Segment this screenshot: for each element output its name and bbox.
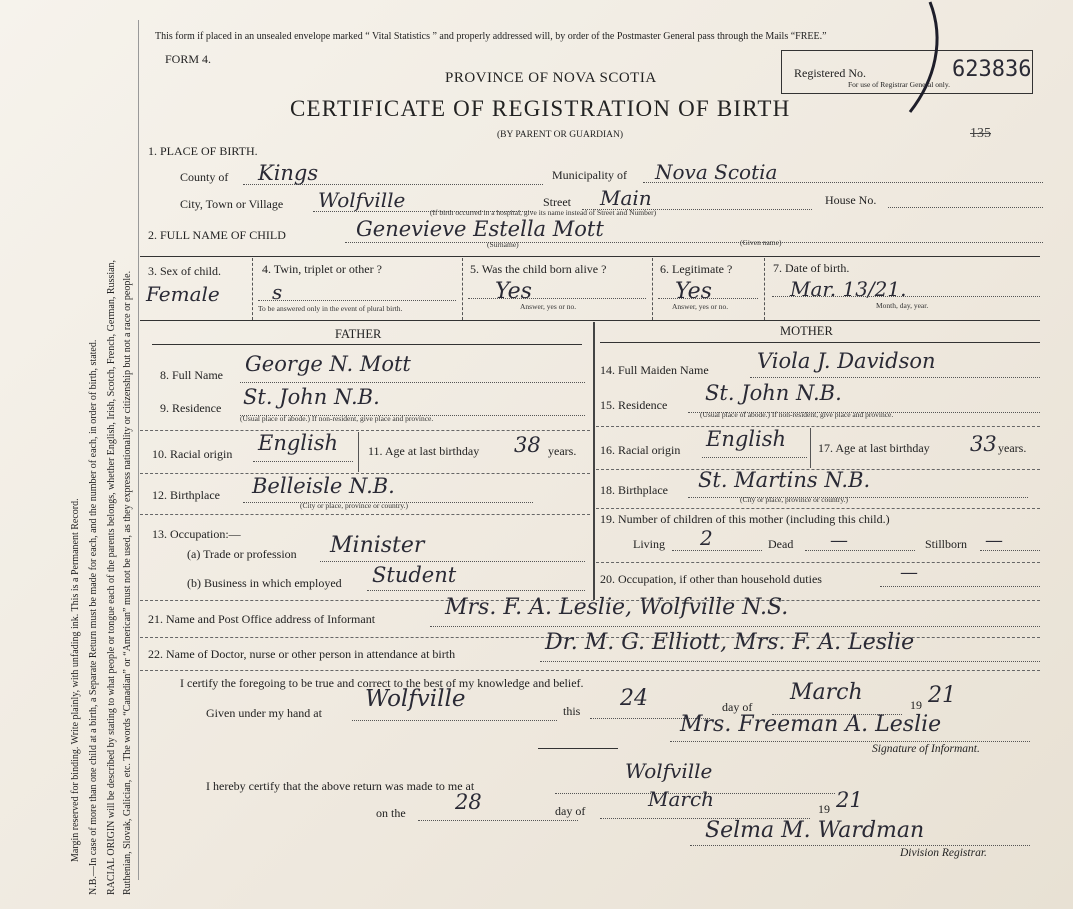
father-occupation-label: 13. Occupation:— xyxy=(152,527,241,541)
registered-no-note: For use of Registrar General only. xyxy=(848,80,950,89)
mother-birthplace-value: St. Martins N.B. xyxy=(698,468,871,492)
mother-children-label: 19. Number of children of this mother (including this child.) xyxy=(600,512,890,526)
mother-name-value: Viola J. Davidson xyxy=(757,349,936,373)
father-business-value: Student xyxy=(372,563,457,587)
doctor-value: Dr. M. G. Elliott, Mrs. F. A. Leslie xyxy=(545,630,915,655)
child-name-value: Genevieve Estella Mott xyxy=(356,217,604,241)
mailing-notice: This form if placed in an unsealed envelope marked “ Vital Statistics ” and properly addressed will, by order of the Postmaster General pass through the Mails “FREE.” xyxy=(155,31,827,42)
mother-age-value: 33 xyxy=(970,432,997,456)
on-the-label: on the xyxy=(376,806,406,820)
mother-occupation-label: 20. Occupation, if other than household duties xyxy=(600,572,822,586)
twin-note: To be answered only in the event of plural birth. xyxy=(258,304,403,313)
county-value: Kings xyxy=(258,161,319,185)
mother-racial-value: English xyxy=(706,427,787,451)
father-name-label: 8. Full Name xyxy=(160,368,223,382)
reg-day-of-label: day of xyxy=(555,804,586,818)
alive-value: Yes xyxy=(495,279,532,304)
father-name-value: George N. Mott xyxy=(245,352,411,376)
this-label: this xyxy=(563,704,581,718)
place-of-birth-heading: 1. PLACE OF BIRTH. xyxy=(148,144,258,158)
father-birthplace-value: Belleisle N.B. xyxy=(252,474,395,498)
father-racial-value: English xyxy=(258,431,339,455)
sex-value: Female xyxy=(146,282,220,306)
given-label: Given under my hand at xyxy=(206,706,322,720)
stillborn-label: Stillborn xyxy=(925,537,968,551)
alive-note: Answer, yes or no. xyxy=(520,302,577,311)
given-place: Wolfville xyxy=(365,686,466,712)
dob-label: 7. Date of birth. xyxy=(773,261,850,275)
mother-age-label: 17. Age at last birthday xyxy=(818,441,930,455)
doctor-label: 22. Name of Doctor, nurse or other person in attendance at birth xyxy=(148,647,456,661)
legit-label: 6. Legitimate ? xyxy=(660,262,733,276)
street-label: Street xyxy=(543,195,571,209)
mother-age-unit: years. xyxy=(998,441,1027,455)
cert-day-of-label: day of xyxy=(722,700,753,714)
mother-residence-label: 15. Residence xyxy=(600,398,668,412)
margin-note-3: RACIAL ORIGIN will be described by stating to what people or tongue each of the parents belongs, whether English, Irish, Scotch, French, German, Russian, xyxy=(106,259,117,895)
registrar-place: Wolfville xyxy=(625,759,713,783)
reg-year-value: 21 xyxy=(836,788,863,812)
child-name-label: 2. FULL NAME OF CHILD xyxy=(148,228,286,242)
registrar-statement: I hereby certify that the above return was made to me at xyxy=(206,779,475,793)
mother-name-label: 14. Full Maiden Name xyxy=(600,363,709,377)
father-birthplace-label: 12. Birthplace xyxy=(152,488,220,502)
city-value: Wolfville xyxy=(318,188,406,212)
surname-note: (Surname) xyxy=(487,240,519,249)
corner-number: 135 xyxy=(970,126,991,141)
municipality-value: Nova Scotia xyxy=(655,160,778,184)
county-label: County of xyxy=(180,170,229,184)
registered-no-value: 623836 xyxy=(952,57,1032,82)
sex-label: 3. Sex of child. xyxy=(148,264,221,278)
father-heading: FATHER xyxy=(335,327,382,341)
margin-note-2: N.B.—In case of more than one child at a birth, a Separate Return must be made for each, and the number of each, in order of birth, stated. xyxy=(88,339,99,895)
dead-label: Dead xyxy=(768,537,794,551)
father-residence-value: St. John N.B. xyxy=(243,385,380,409)
reg-day-value: 28 xyxy=(455,790,482,814)
mother-residence-note: (Usual place of abode.) If non-resident, give place and province. xyxy=(700,410,894,419)
mother-heading: MOTHER xyxy=(780,324,833,338)
ink-stroke xyxy=(890,0,970,120)
dob-note: Month, day, year. xyxy=(876,301,929,310)
cert-month-value: March xyxy=(790,680,863,705)
hospital-note: (If birth occurred in a hospital, give its name instead of Street and Number) xyxy=(430,208,657,217)
street-value: Main xyxy=(600,186,652,210)
father-racial-label: 10. Racial origin xyxy=(152,447,233,461)
mother-racial-label: 16. Racial origin xyxy=(600,443,681,457)
cert-day-value: 24 xyxy=(620,686,648,711)
registered-no-label: Registered No. xyxy=(794,66,866,80)
legit-note: Answer, yes or no. xyxy=(672,302,729,311)
informant-value: Mrs. F. A. Leslie, Wolfville N.S. xyxy=(445,595,789,620)
dead-value: — xyxy=(830,530,848,551)
given-note: (Given name) xyxy=(740,238,782,247)
father-age-unit: years. xyxy=(548,444,577,458)
father-residence-label: 9. Residence xyxy=(160,401,222,415)
father-age-label: 11. Age at last birthday xyxy=(368,444,480,458)
margin-notes xyxy=(0,0,140,909)
informant-signature: Mrs. Freeman A. Leslie xyxy=(680,712,942,737)
father-residence-note: (Usual place of abode.) If non-resident, give place and province. xyxy=(240,414,434,423)
city-label: City, Town or Village xyxy=(180,197,284,211)
twin-value: s xyxy=(272,280,283,304)
father-trade-value: Minister xyxy=(330,533,425,558)
page-title: CERTIFICATE OF REGISTRATION OF BIRTH xyxy=(290,96,791,121)
legit-value: Yes xyxy=(675,279,712,304)
certification-statement: I certify the foregoing to be true and correct to the best of my knowledge and belief. xyxy=(180,676,584,690)
twin-label: 4. Twin, triplet or other ? xyxy=(262,262,382,276)
mother-birthplace-note: (City or place, province or country.) xyxy=(740,495,849,504)
father-trade-label: (a) Trade or profession xyxy=(187,547,297,561)
mother-birthplace-label: 18. Birthplace xyxy=(600,483,668,497)
form-number: FORM 4. xyxy=(165,52,212,66)
house-label: House No. xyxy=(825,193,877,207)
living-label: Living xyxy=(633,537,665,551)
stillborn-value: — xyxy=(985,530,1003,551)
informant-label: 21. Name and Post Office address of Informant xyxy=(148,612,376,626)
municipality-label: Municipality of xyxy=(552,168,627,182)
dob-value: Mar. 13/21. xyxy=(790,277,907,301)
mother-residence-value: St. John N.B. xyxy=(705,381,842,405)
father-age-value: 38 xyxy=(514,433,541,457)
father-business-label: (b) Business in which employed xyxy=(187,576,342,590)
registrar-signature-label: Division Registrar. xyxy=(900,847,987,859)
registrar-signature: Selma M. Wardman xyxy=(705,818,925,843)
reg-year-prefix: 19 xyxy=(818,802,830,816)
reg-month-value: March xyxy=(648,787,715,811)
living-value: 2 xyxy=(700,526,713,550)
province-heading: PROVINCE OF NOVA SCOTIA xyxy=(445,70,657,86)
margin-note-1: Margin reserved for binding. Write plainly, with unfading ink. This is a Permanent Record. xyxy=(70,498,81,862)
father-birthplace-note: (City or place, province or country.) xyxy=(300,501,409,510)
mother-occupation-value: — xyxy=(900,562,918,583)
cert-year-value: 21 xyxy=(928,683,956,708)
page-subtitle: (BY PARENT OR GUARDIAN) xyxy=(497,130,624,140)
informant-signature-label: Signature of Informant. xyxy=(872,743,980,755)
margin-note-4: Ruthenian, Slovak, Galician, etc. The words “Canadian” or “American” must not be used, as they express nationality or citizenship but not a race or people. xyxy=(122,270,133,895)
cert-year-prefix: 19 xyxy=(910,698,922,712)
alive-label: 5. Was the child born alive ? xyxy=(470,262,607,276)
